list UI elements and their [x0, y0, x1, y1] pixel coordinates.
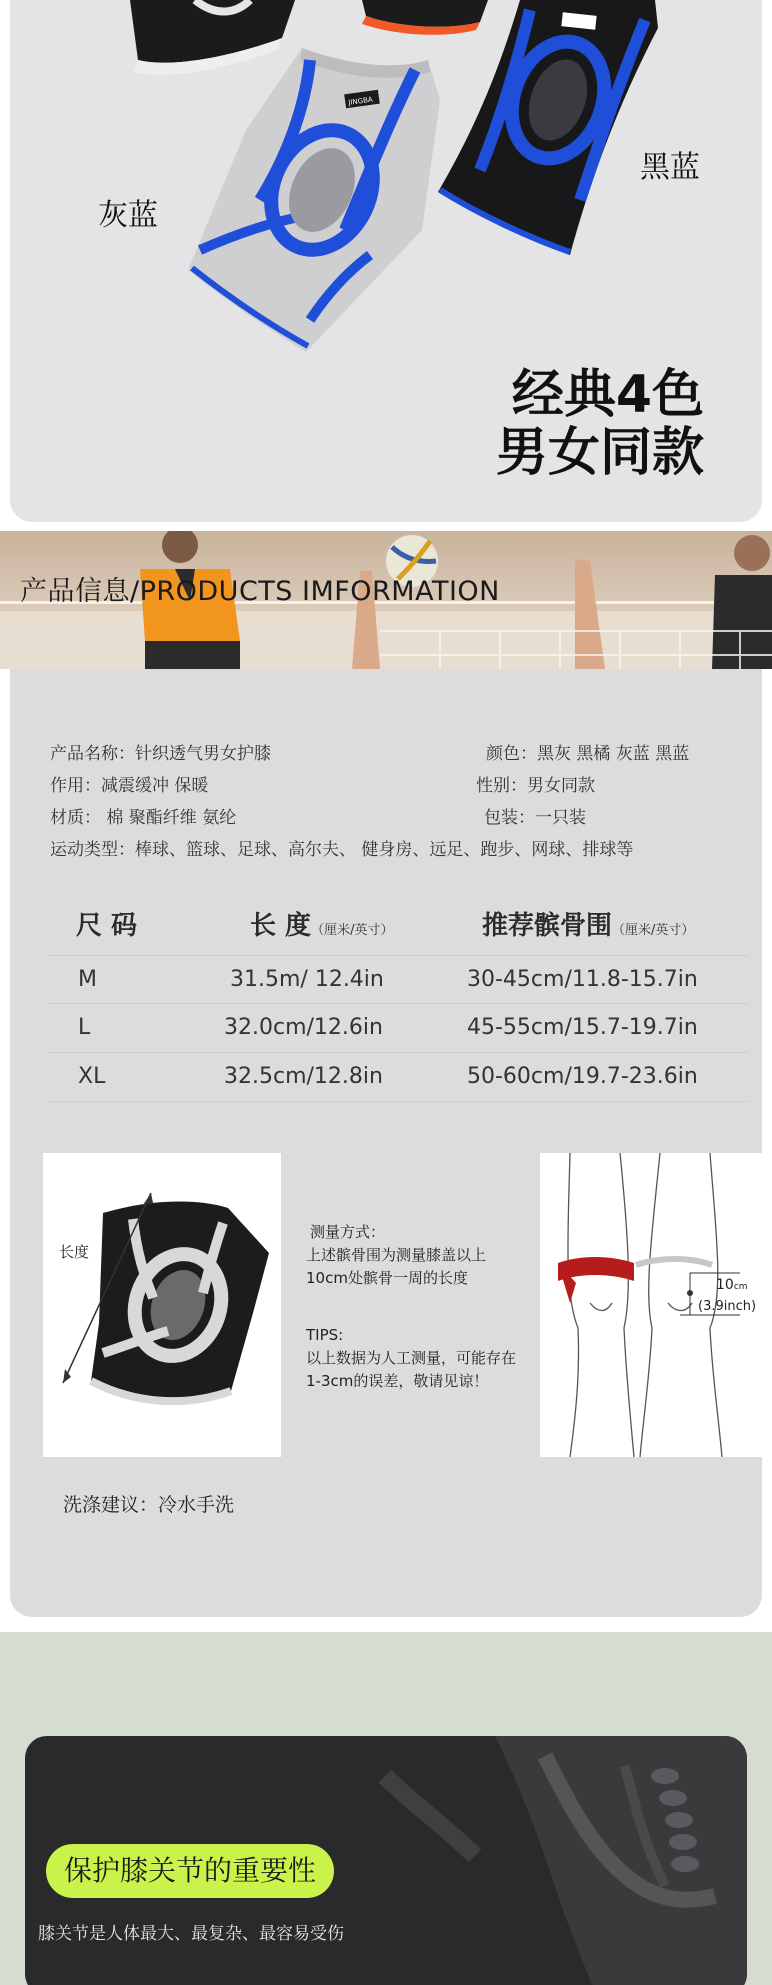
hero-title [496, 366, 704, 482]
tips-title: TIPS: [306, 1326, 344, 1344]
spec-function: 作用：减震缓冲 保暖 [50, 776, 209, 796]
method-title: 测量方式： [310, 1223, 386, 1241]
fit-header-label: 推荐髌骨围 [482, 911, 613, 941]
length-header-label: 长 度 [250, 911, 312, 941]
gray-blue-knee-pad [188, 48, 440, 352]
length-cell: 32.0cm/12.6in [224, 1015, 383, 1040]
method-line1: 上述髌骨围为测量膝盖以上 [306, 1246, 487, 1264]
spec-colors: 颜色：黑灰 黑橘 灰蓝 黑蓝 [486, 744, 690, 764]
length-label: 长度 [59, 1243, 90, 1261]
size-cell: XL [78, 1064, 106, 1089]
dimension-inch: (3.9inch) [698, 1299, 757, 1314]
product-info-banner [0, 531, 772, 669]
dimension-value: 10 [716, 1277, 734, 1293]
banner-title: 产品信息/PRODUCTS IMFORMATION [20, 576, 500, 607]
fit-header-unit: （厘米/英寸） [612, 923, 695, 938]
black-blue-knee-pad [438, 0, 658, 255]
spec-sports: 运动类型：棒球、篮球、足球、高尔夫、 健身房、远足、跑步、网球、排球等 [50, 840, 634, 860]
wash-advice: 洗涤建议：冷水手洗 [63, 1494, 235, 1516]
size-cell: L [78, 1015, 91, 1040]
spec-gender: 性别：男女同款 [476, 776, 595, 796]
size-row-m [48, 955, 748, 1004]
knee-pad-length-image [43, 1153, 281, 1457]
length-measure-photo [43, 1153, 281, 1457]
dimension-unit: cm [733, 1282, 748, 1292]
method-line2: 10cm处髌骨一周的长度 [306, 1269, 468, 1287]
importance-text: 膝关节是人体最大、最复杂、最容易受伤 [38, 1924, 344, 1944]
product-colors-hero [10, 0, 762, 522]
size-header: 尺 码 [76, 911, 138, 941]
hero-title-line1: 经典4色 [511, 365, 704, 425]
spec-product-name: 产品名称：针织透气男女护膝 [50, 744, 271, 764]
fit-cell: 45-55cm/15.7-19.7in [467, 1015, 698, 1040]
length-header-unit: （厘米/英寸） [311, 923, 394, 938]
fit-header [482, 905, 694, 942]
measure-tips [306, 1324, 516, 1393]
product-info-panel [10, 669, 762, 1617]
tips-line2: 1-3cm的误差，敬请见谅！ [306, 1372, 489, 1390]
brand-tag: JINGBA [347, 95, 374, 107]
fit-cell: 50-60cm/19.7-23.6in [467, 1064, 698, 1089]
spec-material: 材质： 棉 聚酯纤维 氨纶 [50, 808, 237, 828]
black-gray-knee-pad [130, 0, 295, 75]
dimension-label [716, 1277, 748, 1293]
spec-package: 包装：一只装 [484, 808, 586, 828]
fit-cell: 30-45cm/11.8-15.7in [467, 967, 698, 992]
size-row-xl [48, 1053, 748, 1102]
knee-importance-section [0, 1632, 772, 1985]
length-cell: 32.5cm/12.8in [224, 1064, 383, 1089]
knee-importance-card [25, 1736, 747, 1985]
importance-title-pill: 保护膝关节的重要性 [46, 1844, 334, 1898]
hero-title-line2: 男女同款 [495, 423, 704, 483]
color-label-black-blue: 黑蓝 [640, 150, 700, 185]
size-row-l [48, 1004, 748, 1053]
player-right [712, 535, 772, 669]
length-cell: 31.5m/ 12.4in [230, 967, 384, 992]
tips-line1: 以上数据为人工测量，可能存在 [306, 1349, 517, 1367]
measure-method [306, 1221, 486, 1290]
knee-circumference-diagram [540, 1153, 762, 1457]
black-orange-knee-pad [362, 0, 488, 35]
length-header [250, 905, 393, 942]
color-label-gray-blue: 灰蓝 [98, 198, 158, 233]
size-cell: M [78, 967, 97, 992]
